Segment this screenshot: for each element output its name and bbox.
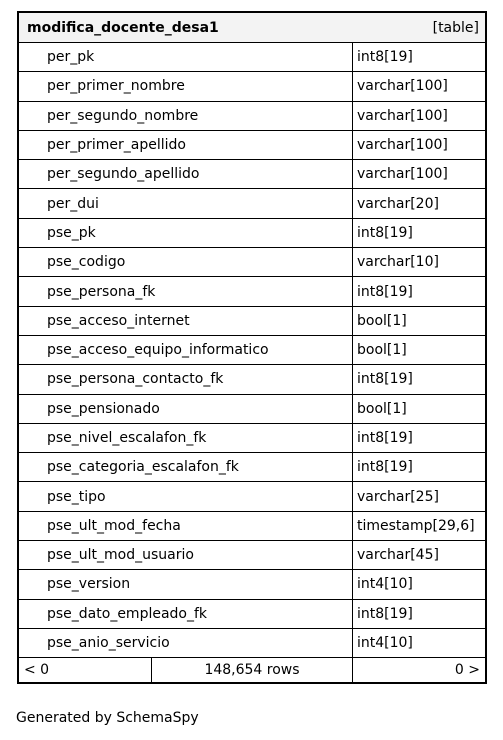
column-row[interactable]	[19, 43, 485, 72]
column-row[interactable]	[19, 629, 485, 658]
column-type: int8[19]	[357, 459, 413, 476]
parents-count[interactable]: < 0	[19, 658, 152, 682]
column-list	[19, 43, 485, 658]
column-name: pse_tipo	[19, 482, 353, 510]
column-name: pse_codigo	[19, 248, 353, 276]
column-type: int8[19]	[357, 430, 413, 446]
column-name: pse_nivel_escalafon_fk	[19, 424, 353, 452]
column-row[interactable]	[19, 277, 485, 306]
column-type: varchar[20]	[357, 195, 439, 212]
column-name: pse_ult_mod_fecha	[19, 512, 353, 540]
column-row[interactable]	[19, 336, 485, 365]
column-name: pse_dato_empleado_fk	[19, 600, 353, 628]
table-name[interactable]: modifica_docente_desa1	[27, 19, 219, 36]
table-header	[19, 13, 485, 43]
children-count[interactable]: 0 >	[454, 662, 480, 679]
column-name: pse_anio_servicio	[19, 629, 353, 657]
generated-by-label: Generated by SchemaSpy	[16, 710, 199, 726]
column-row[interactable]	[19, 219, 485, 248]
column-type: int8[19]	[357, 371, 413, 388]
column-row[interactable]	[19, 248, 485, 277]
column-type: bool[1]	[357, 312, 407, 329]
column-row[interactable]	[19, 131, 485, 160]
column-row[interactable]	[19, 395, 485, 424]
column-row[interactable]	[19, 600, 485, 629]
column-name: pse_ult_mod_usuario	[19, 541, 353, 569]
column-type: varchar[10]	[357, 254, 439, 271]
column-row[interactable]	[19, 189, 485, 218]
column-row[interactable]	[19, 570, 485, 599]
column-name: pse_version	[19, 570, 353, 598]
column-type: bool[1]	[357, 400, 407, 417]
column-row[interactable]	[19, 365, 485, 394]
column-name: pse_pk	[19, 219, 353, 247]
column-name: pse_persona_fk	[19, 277, 353, 305]
column-type: int8[19]	[357, 283, 413, 300]
column-type: varchar[25]	[357, 488, 439, 505]
column-name: pse_categoria_escalafon_fk	[19, 453, 353, 481]
column-name: per_pk	[19, 43, 353, 71]
column-row[interactable]	[19, 482, 485, 511]
column-type: varchar[100]	[357, 137, 448, 154]
column-row[interactable]	[19, 160, 485, 189]
column-type: int8[19]	[357, 224, 413, 241]
column-type: bool[1]	[357, 342, 407, 359]
column-row[interactable]	[19, 453, 485, 482]
column-row[interactable]	[19, 307, 485, 336]
column-name: per_primer_apellido	[19, 131, 353, 159]
column-type: varchar[100]	[357, 166, 448, 183]
column-type: varchar[100]	[357, 78, 448, 95]
column-type: int4[10]	[357, 635, 413, 652]
column-name: per_dui	[19, 189, 353, 217]
column-name: pse_persona_contacto_fk	[19, 365, 353, 393]
column-row[interactable]	[19, 72, 485, 101]
table-kind-label: [table]	[432, 19, 479, 36]
column-type: int4[10]	[357, 576, 413, 593]
column-type: varchar[45]	[357, 547, 439, 564]
column-name: pse_acceso_internet	[19, 307, 353, 335]
column-name: per_segundo_apellido	[19, 160, 353, 188]
column-row[interactable]	[19, 102, 485, 131]
column-name: pse_pensionado	[19, 395, 353, 423]
column-type: int8[19]	[357, 605, 413, 622]
column-name: pse_acceso_equipo_informatico	[19, 336, 353, 364]
column-type: varchar[100]	[357, 107, 448, 124]
row-count: 148,654 rows	[152, 658, 353, 682]
column-row[interactable]	[19, 512, 485, 541]
column-type: int8[19]	[357, 49, 413, 66]
table-footer	[19, 658, 485, 682]
table-entity	[17, 11, 487, 684]
column-row[interactable]	[19, 541, 485, 570]
column-type: timestamp[29,6]	[357, 517, 475, 534]
column-row[interactable]	[19, 424, 485, 453]
column-name: per_primer_nombre	[19, 72, 353, 100]
column-name: per_segundo_nombre	[19, 102, 353, 130]
